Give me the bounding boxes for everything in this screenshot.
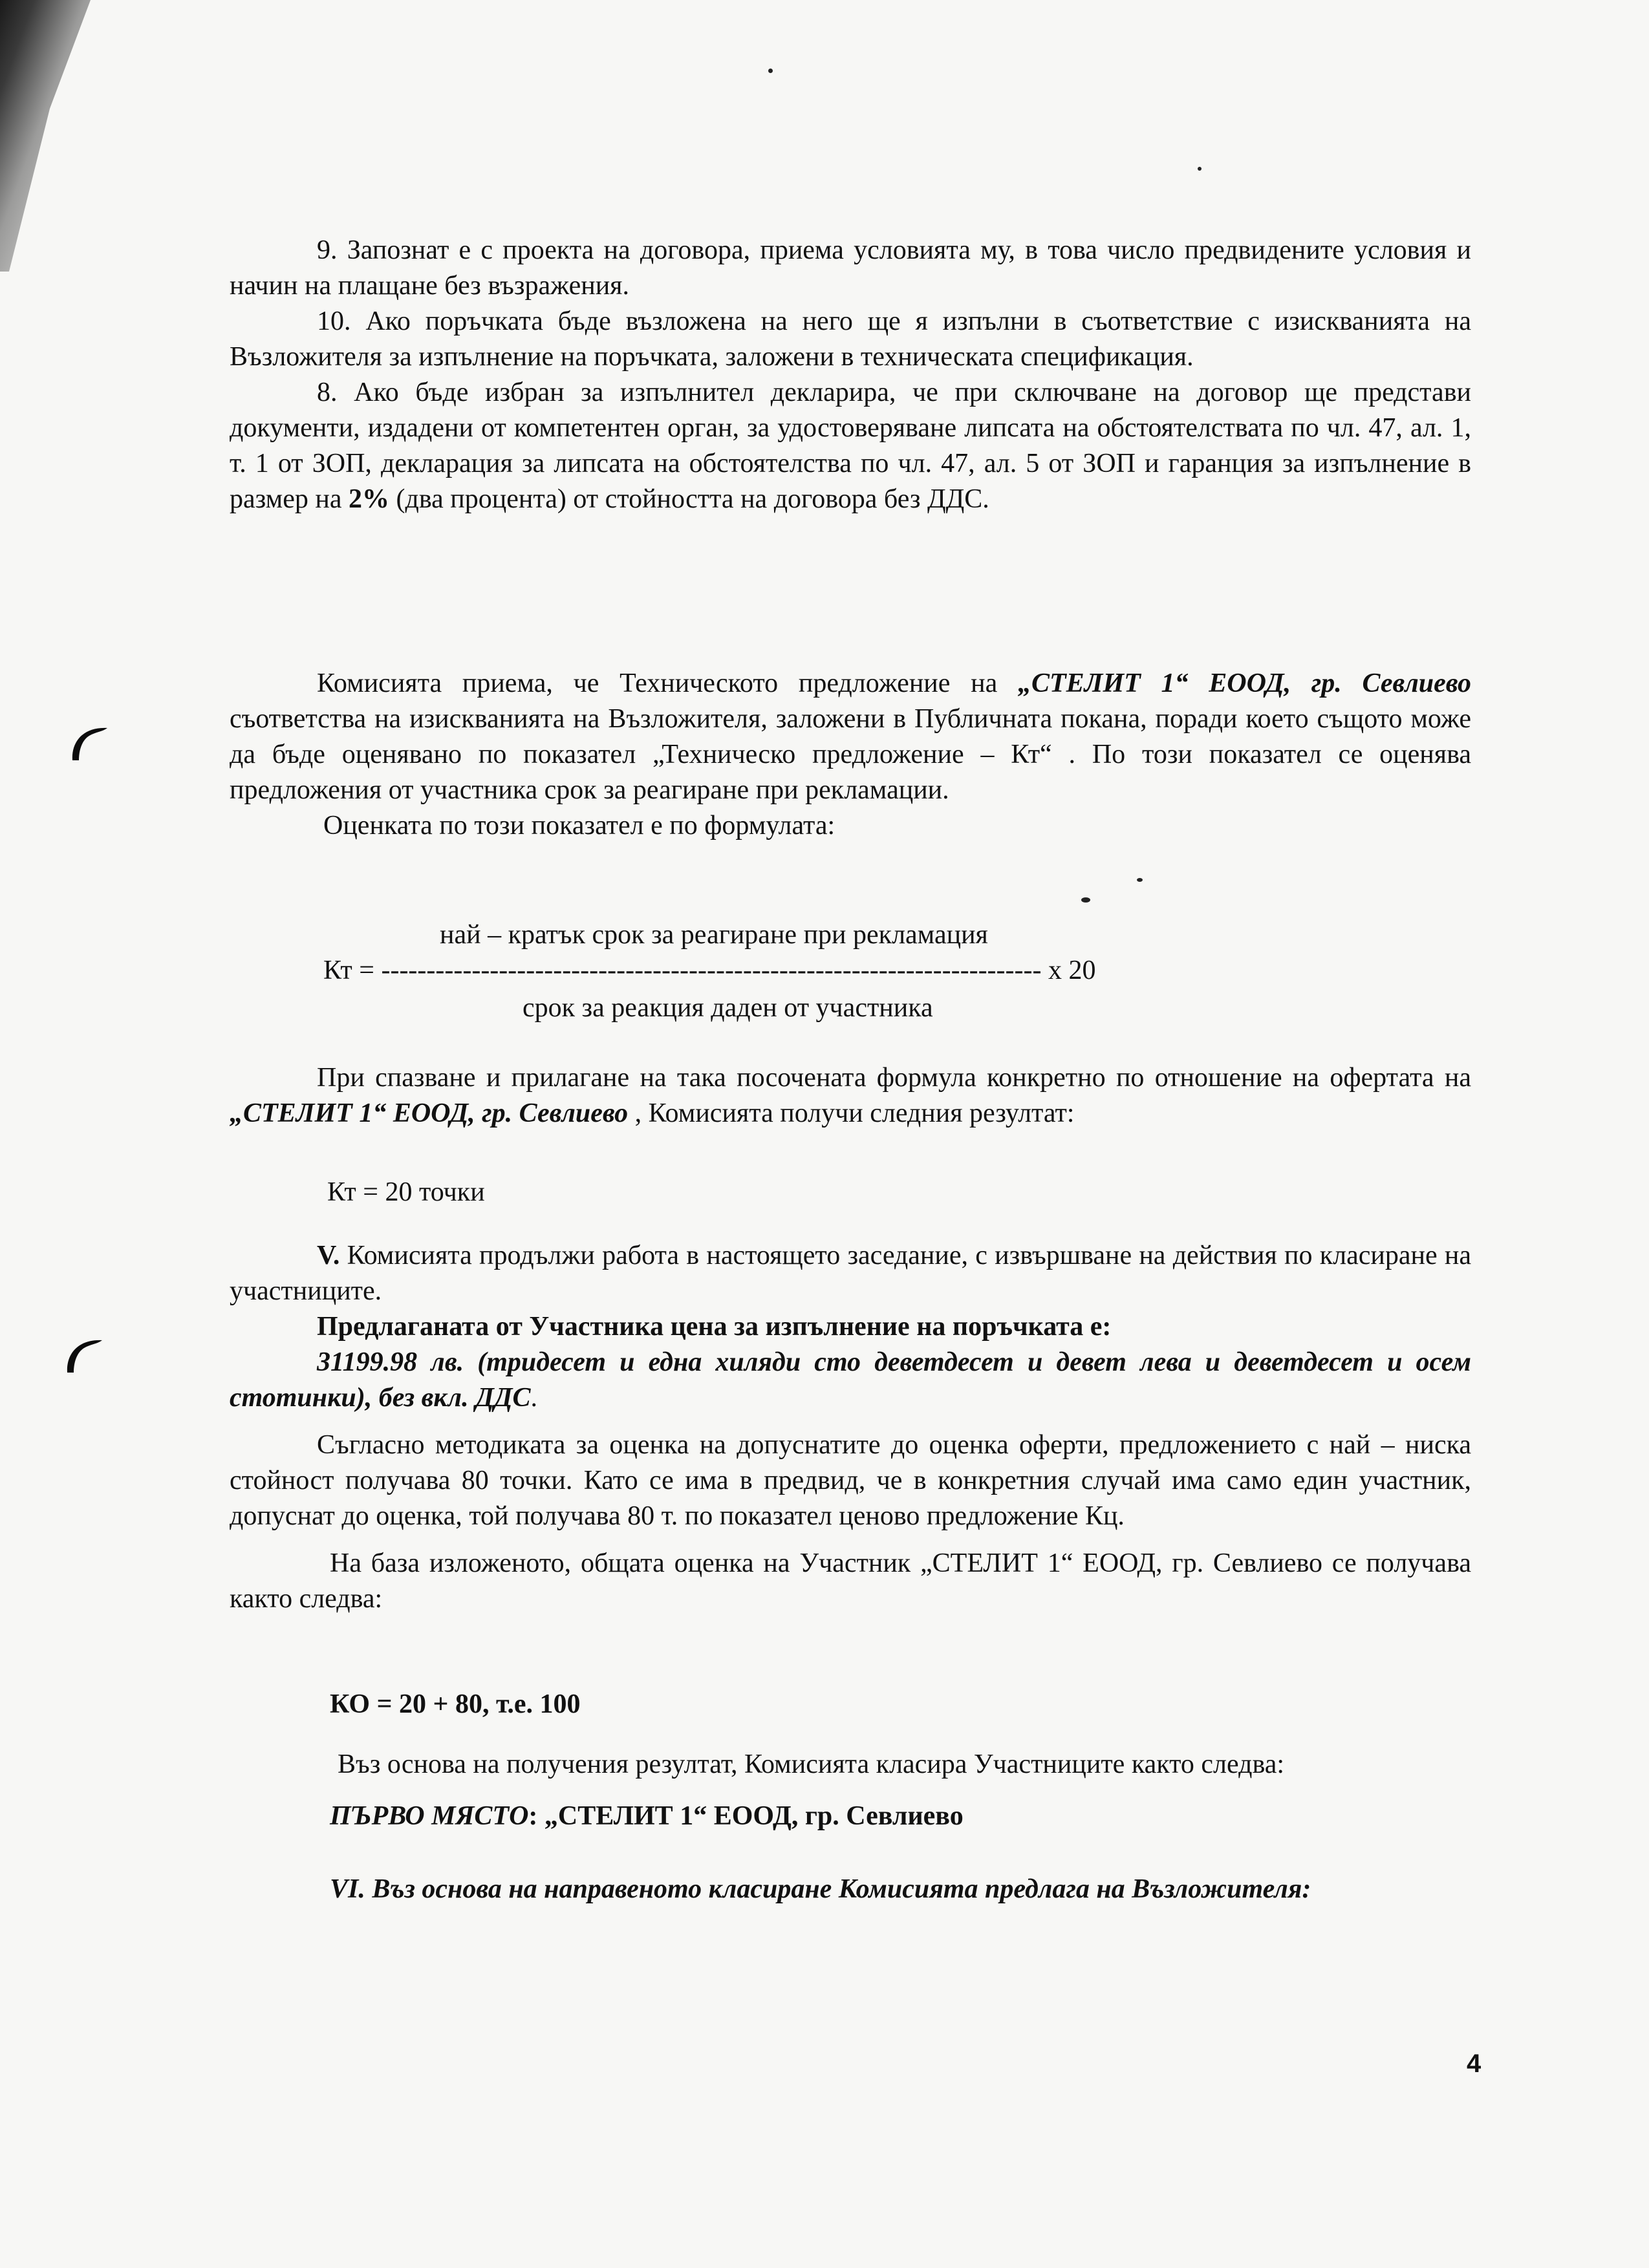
hole-punch-mark-bottom-icon (65, 1335, 105, 1375)
section-v-text: Комисията продължи работа в настоящето заседание, с извършване на действия по класиране на участниците. (230, 1241, 1471, 1306)
page-number: 4 (1467, 2049, 1482, 2078)
scan-speck (768, 69, 773, 73)
formula-intro: Оценката по този показател е по формулата: (323, 811, 835, 840)
methodology-paragraph: Съгласно методиката за оценка на допуснатите до оценка оферти, предложението с най – ниска стойност получава 80 точки. Като се има в предвид, че в конкретния случай има само един участник, допуснат до оценка, той получава 80 т. по показател ценово предложение Кц. (230, 1430, 1471, 1531)
scan-edge-shadow (0, 0, 91, 272)
scan-speck (1137, 878, 1143, 882)
offered-price: 31199.98 лв. (тридесет и една хиляди сто деветдесет и девет лева и деветдесет и осем стотинки), без вкл. ДДС (230, 1347, 1471, 1413)
paragraph-9: 9. Запознат е с проекта на договора, приема условията му, в това число предвидените условия и начин на плащане без възражения. (230, 235, 1471, 301)
company-name: „СТЕЛИТ 1“ ЕООД, гр. Севлиево (230, 1098, 629, 1128)
requirements-section (230, 233, 1471, 517)
scan-speck (1081, 897, 1090, 903)
formula-multiplier: х 20 (1048, 956, 1096, 985)
commission-paragraph (230, 666, 1471, 808)
paragraph-8-text: 8. Ако бъде избран за изпълнител декларира, че при сключване на договор ще представи документи, издадени от компетентен орган, за удостоверяване липсата на обстоятелствата по чл. 47, ал. 1, т. 1 от ЗОП, декларация за липсата на обстоятелства по чл. 47, ал. 5 от ЗОП и гаранция за изпълнение в размер на (230, 378, 1471, 514)
commission-text-end: съответства на изискванията на Възложителя, заложени в Публичната покана, поради което същото може да бъде оценявано по показател „Техническо предложение – Кт“ . По този показател се оценява предложения от участника срок за реагиране при рекламации. (230, 704, 1471, 805)
technical-evaluation-section (230, 666, 1471, 844)
formula-fraction-bar: ------------------------------------------------------------------------- (381, 956, 1042, 985)
application-section (230, 1060, 1471, 1131)
price-heading: Предлаганата от Участника цена за изпълнение на поръчката е: (317, 1312, 1112, 1342)
price-dot: . (530, 1383, 538, 1413)
apply-text-end: , Комисията получи следния резултат: (628, 1098, 1075, 1128)
section-v-number: V. (317, 1241, 340, 1270)
guarantee-percent: 2% (348, 484, 389, 514)
apply-text: При спазване и прилагане на така посочената формула конкретно по отношение на офертата на (317, 1063, 1471, 1093)
section-vi (230, 1872, 1471, 1907)
formula-denominator: срок за реакция даден от участника (523, 993, 933, 1023)
section-vi-paragraph: VI. Въз основа на направеното класиране Комисията предлага на Възложителя: (330, 1874, 1311, 1904)
ranking-section (230, 1238, 1471, 1617)
hole-punch-mark-top-icon (70, 723, 110, 763)
total-score-intro: На база изложеното, общата оценка на Участник „СТЕЛИТ 1“ ЕООД, гр. Севлиево се получава както следва: (230, 1548, 1471, 1614)
apply-paragraph (230, 1060, 1471, 1131)
paragraph-8-text-end: (два процента) от стойността на договора без ДДС. (389, 484, 989, 514)
paragraph-8 (230, 375, 1471, 517)
first-place (330, 1801, 964, 1832)
total-score: КО = 20 + 80, т.е. 100 (330, 1689, 581, 1719)
section-v-paragraph (230, 1238, 1471, 1309)
formula-line (323, 955, 1095, 986)
paragraph-10: 10. Ако поръчката бъде възложена на него ще я изпълни в съответствие с изискванията на Възложителя за изпълнение на поръчката, заложени в техническата спецификация. (230, 306, 1471, 372)
first-place-label: ПЪРВО МЯСТО (330, 1801, 529, 1831)
formula-numerator: най – кратък срок за реагиране при рекламация (440, 920, 988, 950)
kt-result: Кт = 20 точки (327, 1177, 485, 1207)
ranking-intro: Въз основа на получения резултат, Комисията класира Участниците както следва: (338, 1749, 1285, 1779)
company-name: „СТЕЛИТ 1“ ЕООД, гр. Севлиево (1017, 669, 1471, 698)
scan-speck (1198, 167, 1202, 171)
price-paragraph (230, 1345, 1471, 1416)
first-place-value: : „СТЕЛИТ 1“ ЕООД, гр. Севлиево (528, 1801, 964, 1831)
commission-text: Комисията приема, че Техническото предложение на (317, 669, 1018, 698)
formula-lhs: Кт = (323, 956, 374, 985)
